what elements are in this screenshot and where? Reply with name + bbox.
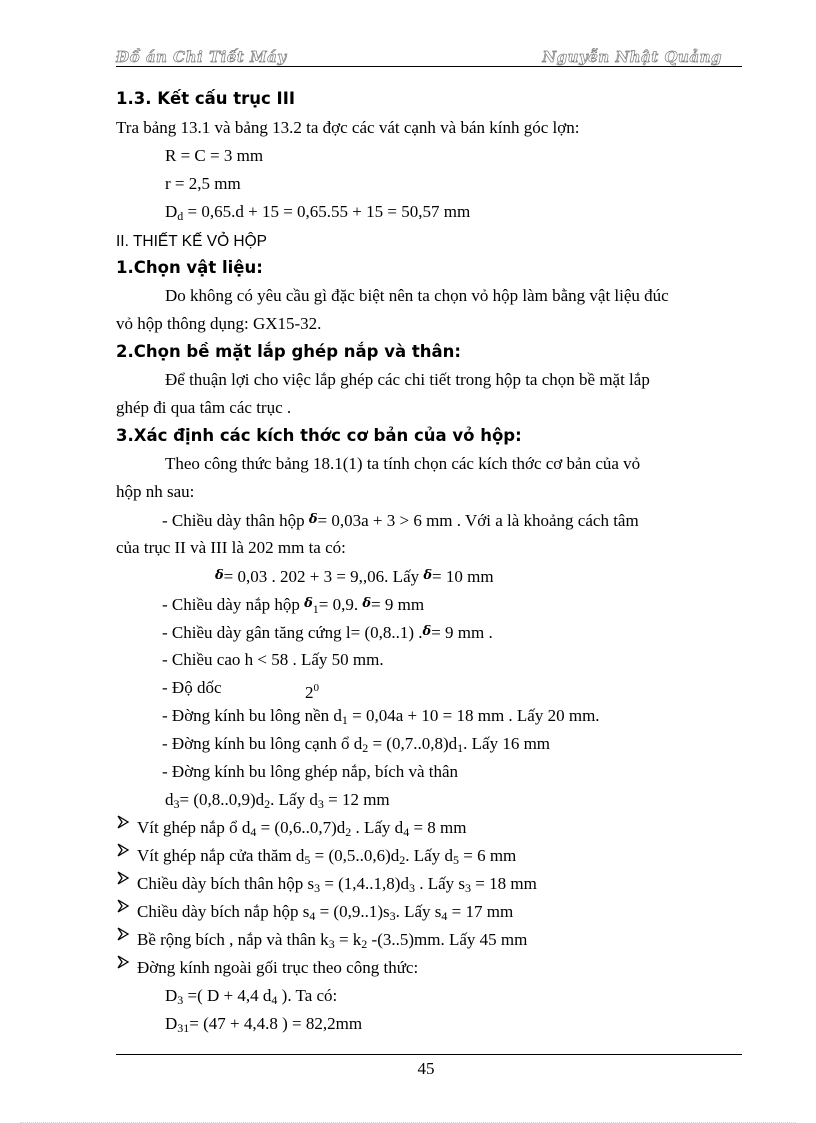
bullet-arrow-icon <box>116 955 130 969</box>
bullet-arrow-icon <box>116 815 130 829</box>
bullet-vit-ghep-nap-o: Vít ghép nắp ổ $d_4 = (0,6..0,7)d_2$ . Lấy $d_4 = 8$ mm <box>137 818 467 839</box>
item-bu-long-canh-o: - Đờng kính bu lông cạnh ổ $d_2 = (0,7..0,8)d_1$. Lấy 16 mm <box>162 734 551 755</box>
paragraph-vat-lieu-1: Do không có yêu cầu gì đặc biệt nên ta chọn vỏ hộp làm bằng vật liệu đúc <box>165 286 669 305</box>
formula-r-c: R = C = 3 mm <box>165 146 264 165</box>
bullet-arrow-icon <box>116 843 130 857</box>
paragraph-1-3: Tra bảng 13.1 và bảng 13.2 ta đợc các vát cạnh và bán kính góc lợn: <box>116 118 580 137</box>
calc-delta: δ= 0,03 . 202 + 3 = 9,,06. Lấy δ= 10 mm <box>215 567 494 586</box>
header-rule <box>116 66 742 67</box>
header-right-author: Nguyễn Nhật Quảng <box>542 48 722 66</box>
formula-dd: $D_d = 0,65.d + 15 = 0,65.55 + 15 = 50,57$ mm <box>165 202 471 223</box>
section-2-title: II. THIẾT KẾ VỎ HỘP <box>116 233 268 250</box>
bullet-arrow-icon <box>116 927 130 941</box>
footer-rule <box>116 1054 742 1055</box>
bullet-be-rong-bich: Bề rộng bích , nắp và thân $k_3 = k_2$ -(3..5)mm. Lấy 45 mm <box>137 930 528 951</box>
formula-r: r = 2,5 mm <box>165 174 241 193</box>
item-chieu-day-than: - Chiều dày thân hộp δ= 0,03a + 3 > 6 mm . Với a là khoảng cách tâm <box>162 511 639 530</box>
heading-kich-thuoc: 3.Xác định các kích thớc cơ bản của vỏ hộp: <box>116 426 522 445</box>
item-bu-long-nen: - Đờng kính bu lông nền $d_1 = 0,04a + 10 = 18$ mm . Lấy 20 mm. <box>162 706 600 727</box>
paragraph-lap-ghep-2: ghép đi qua tâm các trục . <box>116 398 292 417</box>
formula-D3: $D_3$ =( D + 4,4 $d_4$ ). Ta có: <box>165 986 338 1007</box>
bullet-vit-cua-tham: Vít ghép nắp cửa thăm $d_5 = (0,5..0,6)d_2$. Lấy $d_5 = 6$ mm <box>137 846 517 867</box>
item-chieu-cao: - Chiều cao h < 58 . Lấy 50 mm. <box>162 650 384 669</box>
bullet-bich-than-hop: Chiều dày bích thân hộp $s_3 = (1,4..1,8)d_3$ . Lấy $s_3 = 18$ mm <box>137 874 537 895</box>
heading-chon-vat-lieu: 1.Chọn vật liệu: <box>116 258 263 277</box>
page-number: 45 <box>417 1059 435 1078</box>
paragraph-kich-thuoc-1: Theo công thức bảng 18.1(1) ta tính chọn các kích thớc cơ bản của vỏ <box>165 454 641 473</box>
item-d3-formula: $d_3= (0,8..0,9)d_2$. Lấy $d_3 = 12$ mm <box>165 790 390 811</box>
bullet-arrow-icon <box>116 899 130 913</box>
item-do-doc-value: $2^0$ <box>305 682 319 702</box>
heading-1-3: 1.3. Kết cấu trục III <box>116 89 295 108</box>
item-do-doc-label: - Độ dốc <box>162 678 222 697</box>
item-chieu-day-nap: - Chiều dày nắp hộp $\delta_1= 0,9$. δ= 9 mm <box>162 595 425 616</box>
bullet-bich-nap-hop: Chiều dày bích nắp hộp $s_4 = (0,9..1)s_3$. Lấy $s_4 = 17$ mm <box>137 902 514 923</box>
paragraph-kich-thuoc-2: hộp nh sau: <box>116 482 195 501</box>
item-gan-tang-cung: - Chiều dày gân tăng cứng l= (0,8..1) .δ= 9 mm . <box>162 623 493 642</box>
bullet-arrow-icon <box>116 871 130 885</box>
paragraph-vat-lieu-2: vỏ hộp thông dụng: GX15-32. <box>116 314 322 333</box>
item-bu-long-ghep-nap: - Đờng kính bu lông ghép nắp, bích và thân <box>162 762 459 781</box>
formula-D31: $D_{31}= (47 + 4,4.8$ ) = 82,2mm <box>165 1014 363 1035</box>
header-left-title: Đồ án Chi Tiết Máy <box>116 48 287 66</box>
heading-be-mat-lap-ghep: 2.Chọn bề mặt lắp ghép nắp và thân: <box>116 342 461 361</box>
bullet-goi-truc: Đờng kính ngoài gối trục theo công thức: <box>137 958 419 977</box>
paragraph-lap-ghep-1: Để thuận lợi cho việc lắp ghép các chi tiết trong hộp ta chọn bề mặt lắp <box>165 370 650 389</box>
item-chieu-day-than-cont: của trục II và III là 202 mm ta có: <box>116 538 346 557</box>
